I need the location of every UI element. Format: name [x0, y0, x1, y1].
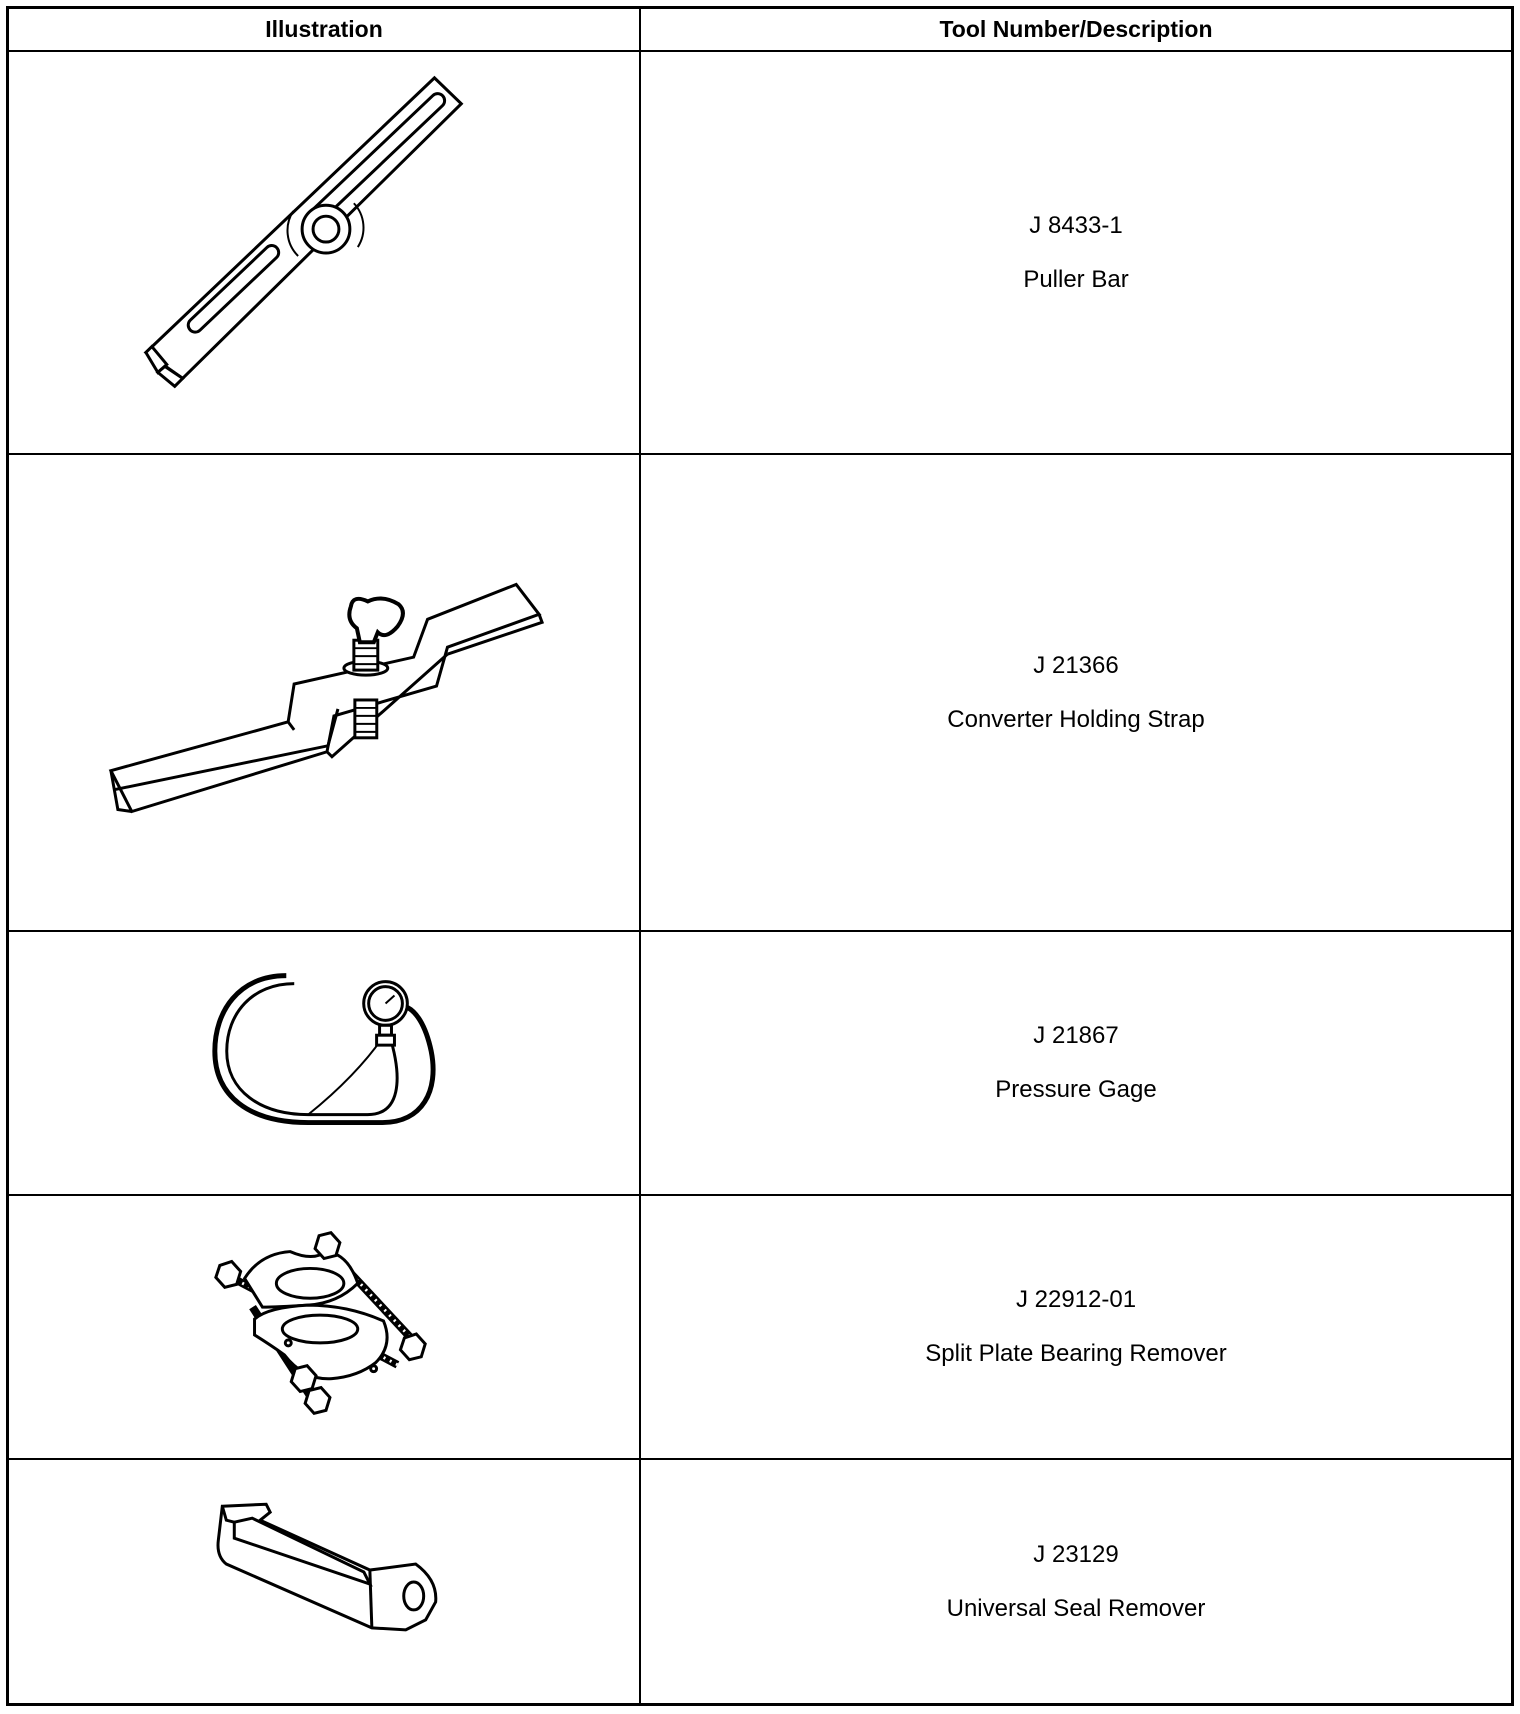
description-cell: [641, 455, 1511, 930]
tool-description: Universal Seal Remover: [946, 1594, 1206, 1622]
tool-number: J 8433-1: [1029, 211, 1123, 239]
header-tool-description: Tool Number/Description: [641, 9, 1511, 52]
illustration-cell: [9, 1460, 641, 1703]
table-row: [9, 1196, 1511, 1460]
tool-description: Converter Holding Strap: [947, 705, 1205, 733]
table-row: [9, 1460, 1511, 1703]
universal-seal-remover-icon: [9, 1460, 639, 1703]
table-row: [9, 932, 1511, 1196]
tool-number: J 22912-01: [1015, 1286, 1137, 1313]
header-illustration: Illustration: [9, 9, 641, 52]
converter-holding-strap-icon: [9, 455, 639, 930]
illustration-cell: [9, 52, 641, 453]
split-plate-bearing-remover-icon: [9, 1196, 639, 1458]
tool-number: J 21867: [1033, 1022, 1119, 1049]
description-cell: [641, 1196, 1511, 1458]
tool-description: Pressure Gage: [995, 1076, 1157, 1103]
table-row: [9, 52, 1511, 455]
tool-description: Split Plate Bearing Remover: [925, 1340, 1227, 1367]
illustration-cell: [9, 455, 641, 930]
table-row: [9, 455, 1511, 932]
tool-number: J 21366: [1033, 651, 1119, 679]
tool-description: Puller Bar: [1023, 265, 1129, 293]
illustration-cell: [9, 932, 641, 1194]
pressure-gage-icon: [9, 932, 639, 1194]
description-cell: [641, 1460, 1511, 1703]
tool-table: [6, 6, 1514, 1706]
puller-bar-icon: [9, 52, 639, 453]
tool-number: J 23129: [1033, 1540, 1119, 1568]
illustration-cell: [9, 1196, 641, 1458]
description-cell: [641, 932, 1511, 1194]
description-cell: [641, 52, 1511, 453]
